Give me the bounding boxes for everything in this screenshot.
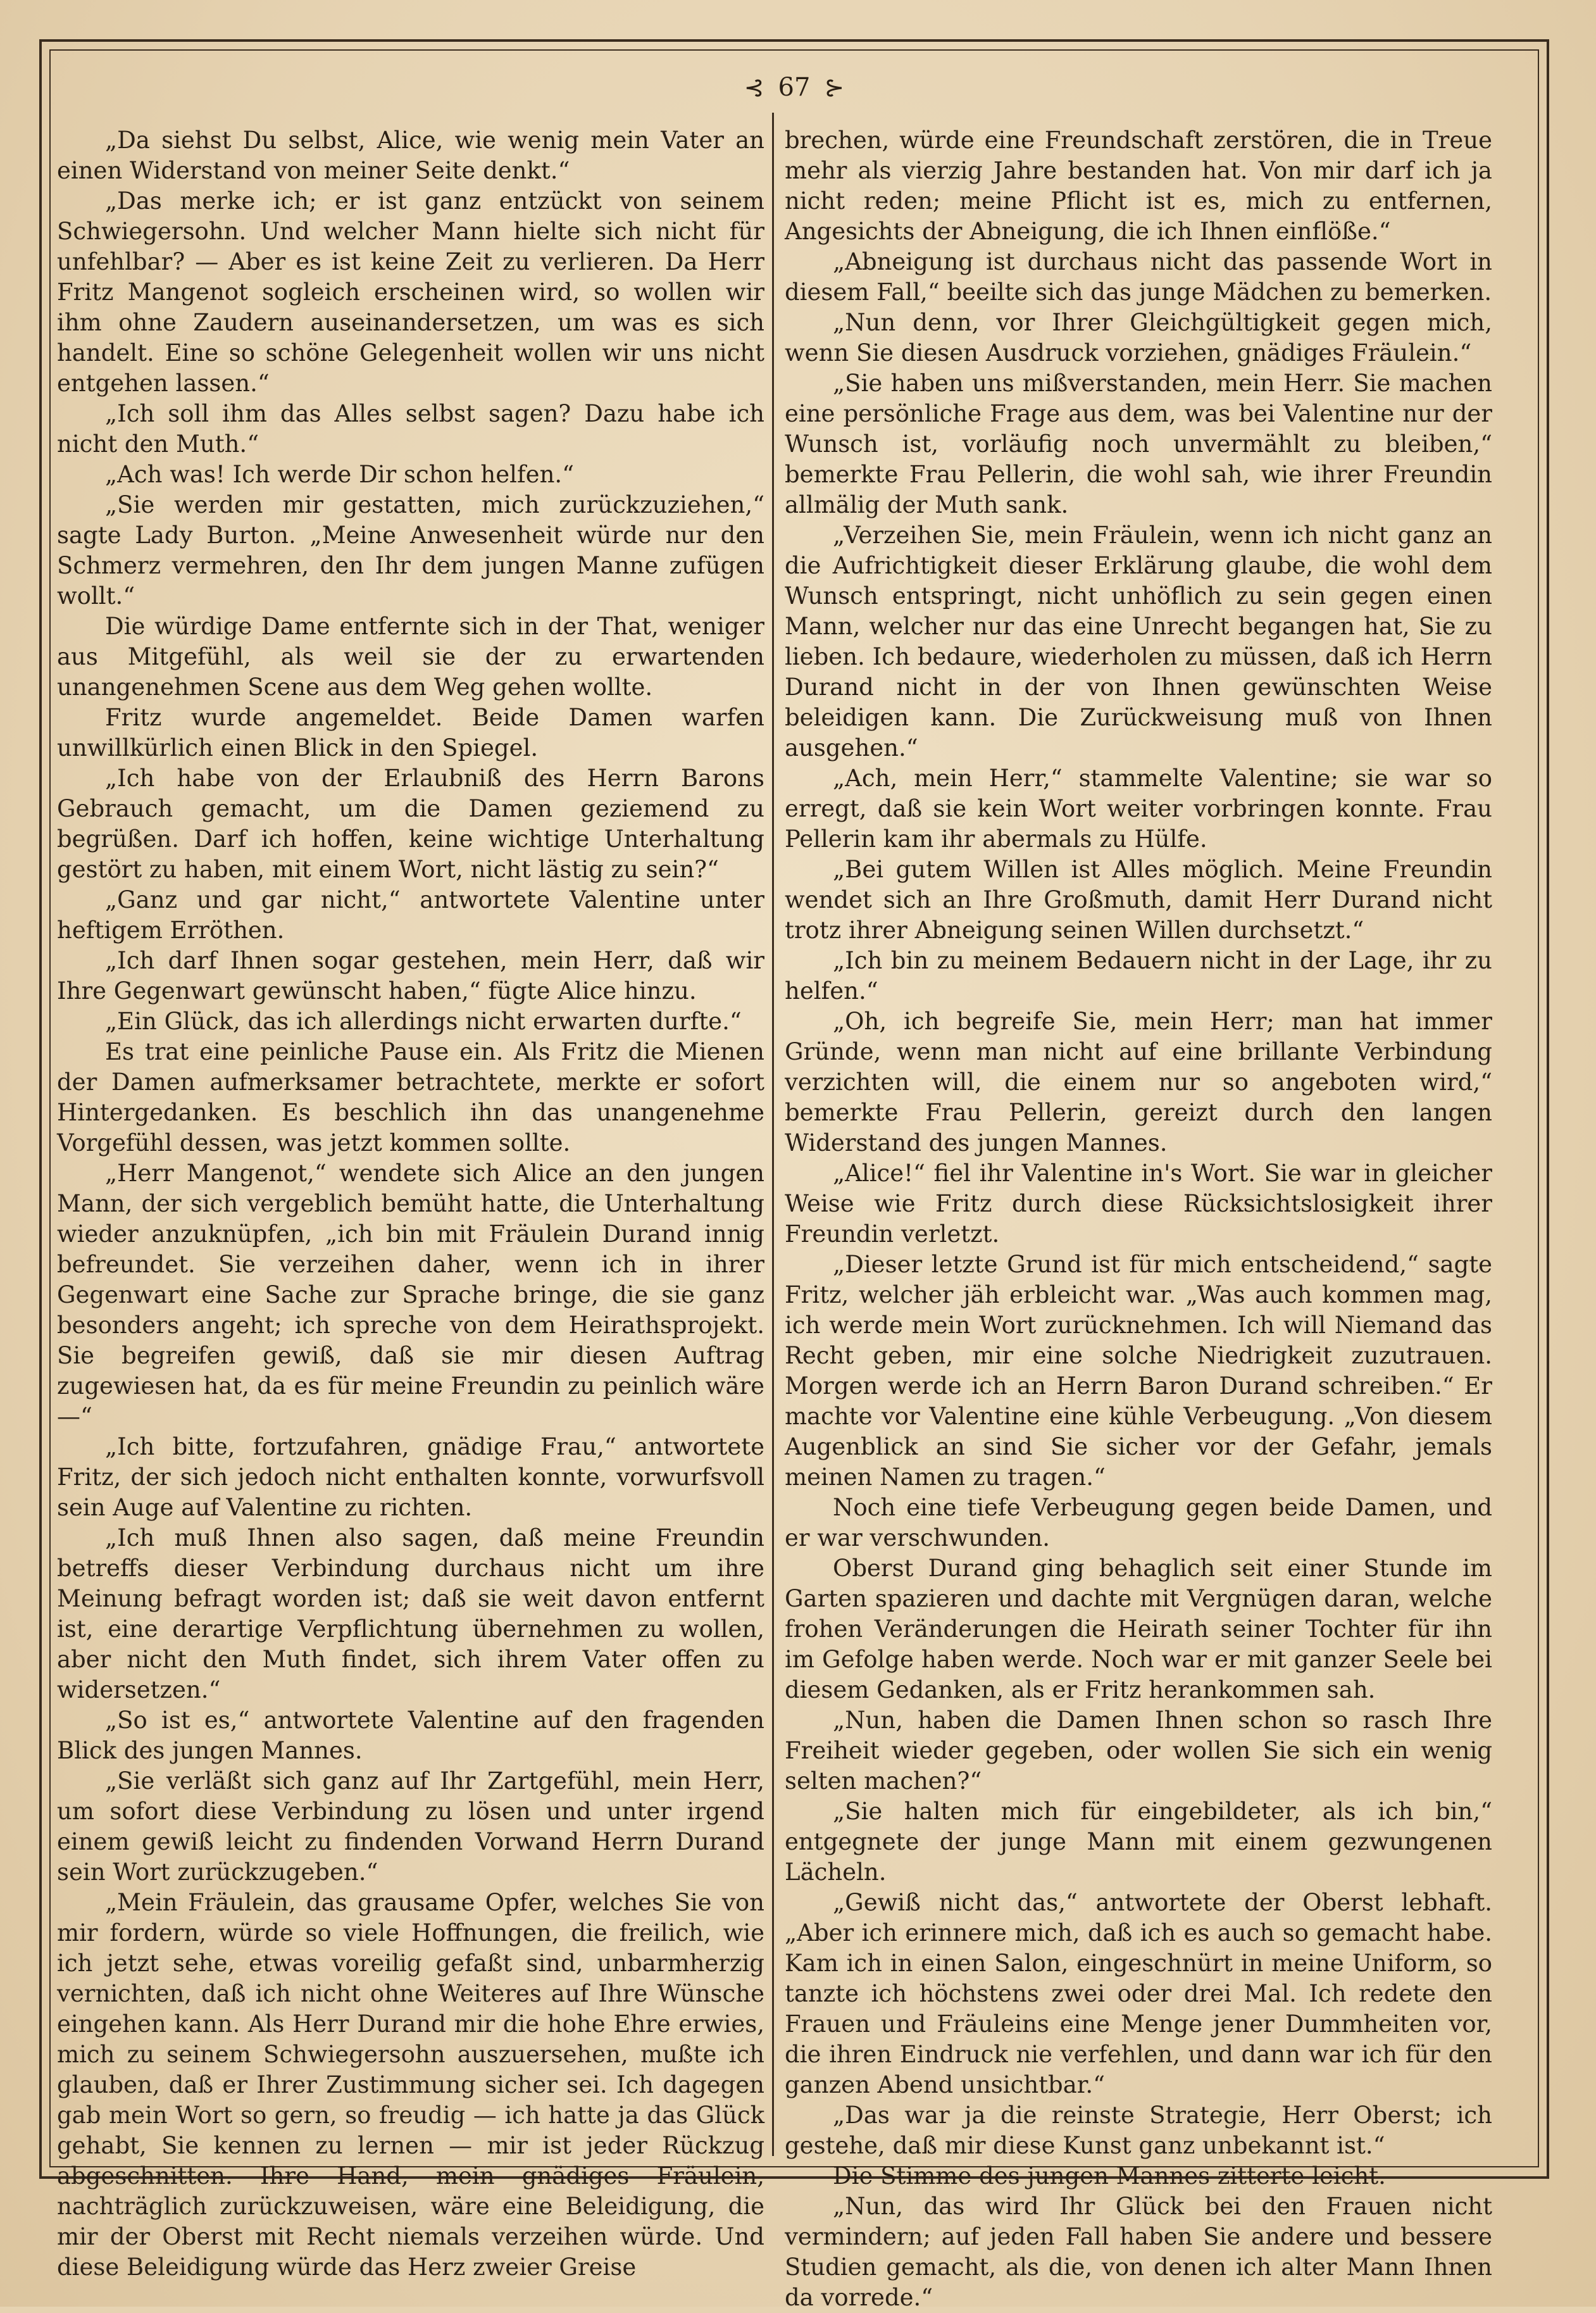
ornament-left-icon: ⊰ bbox=[744, 73, 764, 101]
ornament-right-icon: ⊱ bbox=[824, 73, 845, 101]
paragraph: „Ein Glück, das ich allerdings nicht erwarten durfte.“ bbox=[105, 1008, 742, 1035]
paragraph: „Das war ja die reinste Strategie, Herr Oberst; ich gestehe, daß mir diese Kunst ganz unbekannt ist.“ bbox=[785, 2102, 1492, 2159]
paragraph: „Nun, haben die Damen Ihnen schon so rasch Ihre Freiheit wieder gegeben, oder wollen Sie sich ein wenig selten machen?“ bbox=[785, 1707, 1492, 1795]
right-column bbox=[785, 125, 1492, 2311]
paragraph: „Mein Fräulein, das grausame Opfer, welches Sie von mir fordern, würde so viele Hoffnungen, die freilich, wie ich jetzt sehe, etwas voreilig gefaßt sind, unbarmherzig vernichten, daß ich nicht ohne Weiteres auf Ihre Wünsche eingehen kann. Als Herr Durand mir die hohe Ehre erwies, mich zu seinem Schwiegersohn auszuersehen, mußte ich glauben, daß er Ihrer Zustimmung sicher sei. Ich dagegen gab mein Wort so gern, so freudig — ich hatte ja das Glück gehabt, Sie kennen zu lernen — mir ist jeder Rückzug abgeschnitten. Ihre Hand, mein gnädiges Fräulein, nachträglich zurückzuweisen, wäre eine Beleidigung, die mir der Oberst mit Recht niemals verzeihen würde. Und diese Beleidigung würde das Herz zweier Greise bbox=[57, 1889, 764, 2281]
paragraph: „Sie werden mir gestatten, mich zurückzuziehen,“ sagte Lady Burton. „Meine Anwesenheit würde nur den Schmerz vermehren, den Ihr dem jungen Manne zufügen wollt.“ bbox=[57, 491, 764, 610]
paragraph: „Ich habe von der Erlaubniß des Herrn Barons Gebrauch gemacht, um die Damen geziemend zu begrüßen. Darf ich hoffen, keine wichtige Unterhaltung gestört zu haben, mit einem Wort, nicht lästig zu sein?“ bbox=[57, 765, 764, 883]
paragraph: „Ich bin zu meinem Bedauern nicht in der Lage, ihr zu helfen.“ bbox=[785, 947, 1492, 1005]
paragraph: „Verzeihen Sie, mein Fräulein, wenn ich nicht ganz an die Aufrichtigkeit dieser Erklärung glaube, die wohl dem Wunsch entspringt, nicht unhöflich zu sein gegen einen Mann, welcher nur das eine Unrecht begangen hat, Sie zu lieben. Ich bedaure, wiederholen zu müssen, daß ich Herrn Durand nicht in der von Ihnen gewünschten Weise beleidigen kann. Die Zurückweisung muß von Ihnen ausgehen.“ bbox=[785, 522, 1492, 762]
paragraph: „Sie halten mich für eingebildeter, als ich bin,“ entgegnete der junge Mann mit einem gezwungenen Lächeln. bbox=[785, 1798, 1492, 1886]
paragraph: „Oh, ich begreife Sie, mein Herr; man hat immer Gründe, wenn man nicht auf eine brillante Verbindung verzichten will, die einem nur so angeboten wird,“ bemerkte Frau Pellerin, gereizt durch den langen Widerstand des jungen Mannes. bbox=[785, 1008, 1492, 1156]
paragraph: Es trat eine peinliche Pause ein. Als Fritz die Mienen der Damen aufmerksamer betrachtete, merkte er sofort Hintergedanken. Es beschlich ihn das unangenehme Vorgefühl dessen, was jetzt kommen sollte. bbox=[57, 1038, 764, 1156]
paragraph: Fritz wurde angemeldet. Beide Damen warfen unwillkürlich einen Blick in den Spiegel. bbox=[57, 704, 764, 762]
page-header bbox=[49, 62, 1539, 113]
column-divider bbox=[772, 113, 774, 2156]
paragraph: „Dieser letzte Grund ist für mich entscheidend,“ sagte Fritz, welcher jäh erbleicht war. „Was auch kommen mag, ich werde mein Wort zurücknehmen. Ich will Niemand das Recht geben, mir eine solche Niedrigkeit zuzutrauen. Morgen werde ich an Herrn Baron Durand schreiben.“ Er machte vor Valentine eine kühle Verbeugung. „Von diesem Augenblick an sind Sie sicher vor der Gefahr, jemals meinen Namen zu tragen.“ bbox=[785, 1251, 1492, 1491]
paragraph: „Ich darf Ihnen sogar gestehen, mein Herr, daß wir Ihre Gegenwart gewünscht haben,“ fügte Alice hinzu. bbox=[57, 947, 764, 1005]
paragraph: „Ich bitte, fortzufahren, gnädige Frau,“ antwortete Fritz, der sich jedoch nicht enthalten konnte, vorwurfsvoll sein Auge auf Valentine zu richten. bbox=[57, 1433, 764, 1521]
left-column bbox=[57, 125, 764, 2281]
paragraph: „Abneigung ist durchaus nicht das passende Wort in diesem Fall,“ beeilte sich das junge Mädchen zu bemerken. bbox=[785, 248, 1492, 306]
paragraph: „So ist es,“ antwortete Valentine auf den fragenden Blick des jungen Mannes. bbox=[57, 1707, 764, 1764]
paragraph: Die Stimme des jungen Mannes zitterte leicht. bbox=[833, 2162, 1386, 2190]
paragraph: Die würdige Dame entfernte sich in der That, weniger aus Mitgefühl, als weil sie der zu erwartenden unangenehmen Scene aus dem Weg gehen wollte. bbox=[57, 613, 764, 701]
paragraph: „Da siehst Du selbst, Alice, wie wenig mein Vater an einen Widerstand von meiner Seite denkt.“ bbox=[57, 127, 764, 184]
paragraph: „Ach, mein Herr,“ stammelte Valentine; sie war so erregt, daß sie kein Wort weiter vorbringen konnte. Frau Pellerin kam ihr abermals zu Hülfe. bbox=[785, 765, 1492, 853]
paragraph-continued: brechen, würde eine Freundschaft zerstören, die in Treue mehr als vierzig Jahre bestanden hat. Von mir darf ich ja nicht reden; meine Pflicht ist es, mich zu entfernen, Angesichts der Abneigung, die ich Ihnen einflöße.“ bbox=[785, 127, 1492, 245]
paragraph: Noch eine tiefe Verbeugung gegen beide Damen, und er war verschwunden. bbox=[785, 1494, 1492, 1551]
paragraph: „Herr Mangenot,“ wendete sich Alice an den jungen Mann, der sich vergeblich bemüht hatte, die Unterhaltung wieder anzuknüpfen, „ich bin mit Fräulein Durand innig befreundet. Sie verzeihen daher, wenn ich in ihrer Gegenwart eine Sache zur Sprache bringe, die sie ganz besonders angeht; ich spreche von dem Heirathsprojekt. Sie begreifen gewiß, daß sie mir diesen Auftrag zugewiesen hat, da es für meine Freundin zu peinlich wäre —“ bbox=[57, 1160, 764, 1430]
paragraph: „Ach was! Ich werde Dir schon helfen.“ bbox=[105, 461, 575, 488]
paragraph: „Bei gutem Willen ist Alles möglich. Meine Freundin wendet sich an Ihre Großmuth, damit Herr Durand nicht trotz ihrer Abneigung seinen Willen durchsetzt.“ bbox=[785, 856, 1492, 944]
page-number: 67 bbox=[778, 73, 811, 102]
paragraph: „Ich soll ihm das Alles selbst sagen? Dazu habe ich nicht den Muth.“ bbox=[57, 400, 764, 458]
paragraph: „Ich muß Ihnen also sagen, daß meine Freundin betreffs dieser Verbindung durchaus nicht um ihre Meinung befragt worden ist; daß sie weit davon entfernt ist, eine derartige Verpflichtung übernehmen zu wollen, aber nicht den Muth findet, sich ihrem Vater offen zu widersetzen.“ bbox=[57, 1524, 764, 1703]
paragraph: „Sie haben uns mißverstanden, mein Herr. Sie machen eine persönliche Frage aus dem, was bei Valentine nur der Wunsch ist, vorläufig noch unvermählt zu bleiben,“ bemerkte Frau Pellerin, die wohl sah, wie ihrer Freundin allmälig der Muth sank. bbox=[785, 370, 1492, 518]
paragraph: „Gewiß nicht das,“ antwortete der Oberst lebhaft. „Aber ich erinnere mich, daß ich es auch so gemacht habe. Kam ich in einen Salon, eingeschnürt in meine Uniform, so tanzte ich höchstens zwei oder drei Mal. Ich redete den Frauen und Fräuleins eine Menge jener Dummheiten vor, die ihren Eindruck nie verfehlen, und dann war ich für den ganzen Abend unsichtbar.“ bbox=[785, 1889, 1492, 2098]
paragraph: „Ganz und gar nicht,“ antwortete Valentine unter heftigem Erröthen. bbox=[57, 886, 764, 944]
paragraph: „Das merke ich; er ist ganz entzückt von seinem Schwiegersohn. Und welcher Mann hielte sich nicht für unfehlbar? — Aber es ist keine Zeit zu verlieren. Da Herr Fritz Mangenot sogleich erscheinen wird, so wollen wir ihm ohne Zaudern auseinandersetzen, um was es sich handelt. Eine so schöne Gelegenheit wollen wir uns nicht entgehen lassen.“ bbox=[57, 187, 764, 397]
paragraph: Oberst Durand ging behaglich seit einer Stunde im Garten spazieren und dachte mit Vergnügen daran, welche frohen Veränderungen die Heirath seiner Tochter für ihn im Gefolge haben werde. Noch war er mit ganzer Seele bei diesem Gedanken, als er Fritz herankommen sah. bbox=[785, 1555, 1492, 1703]
paragraph: „Sie verläßt sich ganz auf Ihr Zartgefühl, mein Herr, um sofort diese Verbindung zu lösen und unter irgend einem gewiß leicht zu findenden Vorwand Herrn Durand sein Wort zurückzugeben.“ bbox=[57, 1767, 764, 1886]
paragraph: „Nun denn, vor Ihrer Gleichgültigkeit gegen mich, wenn Sie diesen Ausdruck vorziehen, gnädiges Fräulein.“ bbox=[785, 309, 1492, 367]
paragraph: „Alice!“ fiel ihr Valentine in's Wort. Sie war in gleicher Weise wie Fritz durch diese Rücksichtslosigkeit ihrer Freundin verletzt. bbox=[785, 1160, 1492, 1248]
paragraph: „Nun, das wird Ihr Glück bei den Frauen nicht vermindern; auf jeden Fall haben Sie andere und bessere Studien gemacht, als die, von denen ich alter Mann Ihnen da vorrede.“ bbox=[785, 2193, 1492, 2311]
